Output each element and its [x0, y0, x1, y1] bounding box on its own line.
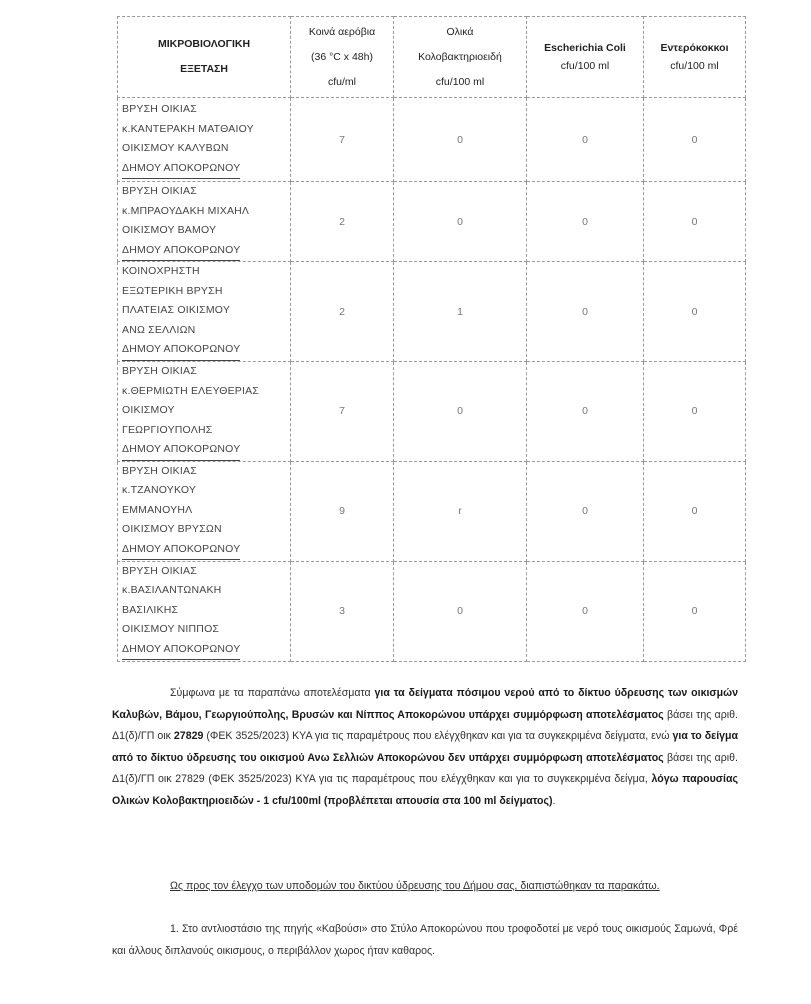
table-header-row	[118, 17, 746, 98]
location-line: ΟΙΚΙΣΜΟΥ ΒΡΥΣΩΝ	[122, 523, 222, 536]
value-olika: 0	[394, 561, 527, 661]
sample-location	[118, 362, 291, 462]
location-line: ΑΝΩ ΣΕΛΛΙΩΝ	[122, 323, 196, 336]
header-aerobia: Κοινά αερόβια (36 °C x 48h) cfu/ml	[291, 17, 394, 98]
sample-location	[118, 262, 291, 362]
value-ecoli: 0	[527, 262, 644, 362]
header-ecoli: Escherichia Coli cfu/100 ml	[527, 17, 644, 98]
sample-location	[118, 182, 291, 262]
value-aerobia: 2	[291, 262, 394, 362]
location-line: ΒΡΥΣΗ ΟΙΚΙΑΣ	[122, 564, 197, 577]
location-line: ΔΗΜΟΥ ΑΠΟΚΟΡΩΝΟΥ	[122, 340, 240, 361]
location-line: ΟΙΚΙΣΜΟΥ ΒΑΜΟΥ	[122, 224, 217, 236]
sample-location	[118, 98, 291, 182]
table-row	[118, 262, 746, 362]
location-line: κ.ΚΑΝΤΕΡΑΚΗ ΜΑΤΘΑΙΟΥ	[122, 122, 254, 135]
location-line: ΒΡΥΣΗ ΟΙΚΙΑΣ	[122, 103, 197, 115]
location-line: ΠΛΑΤΕΙΑΣ ΟΙΚΙΣΜΟΥ	[122, 304, 231, 317]
value-enterokokkoi: 0	[644, 362, 746, 462]
location-line: κ.ΜΠΡΑΟΥΔΑΚΗ ΜΙΧΑΗΛ	[122, 204, 250, 217]
location-line: ΟΙΚΙΣΜΟΥ ΚΑΛΥΒΩΝ	[122, 142, 229, 154]
value-enterokokkoi: 0	[644, 461, 746, 561]
value-aerobia: 9	[291, 461, 394, 561]
value-enterokokkoi: 0	[644, 98, 746, 182]
value-ecoli: 0	[527, 98, 644, 182]
infrastructure-heading: Ως προς τον έλεγχο των υποδομών του δικτύου ύδρευσης του Δήμου σας, διαπιστώθηκαν τα παρακάτω.	[170, 880, 660, 892]
value-olika: r	[394, 461, 527, 561]
header-exam: ΜΙΚΡΟΒΙΟΛΟΓΙΚΗ ΕΞΕΤΑΣΗ	[118, 17, 291, 98]
value-olika: 0	[394, 362, 527, 462]
location-line: κ.ΒΑΣΙΛΑΝΤΩΝΑΚΗ	[122, 584, 222, 597]
table-row	[118, 561, 746, 661]
infrastructure-item-1: 1. Στο αντλιοστάσιο της πηγής «Καβούσι» στο Στύλο Αποκορώνου που τροφοδοτεί με νερό τους οικισμούς Σαμωνά, Φρέ και άλλους διπλανούς οικισμους, ο περιβάλλον χωρος ήταν καθαρος.	[112, 923, 738, 957]
value-ecoli: 0	[527, 182, 644, 262]
location-line: ΔΗΜΟΥ ΑΠΟΚΟΡΩΝΟΥ	[122, 540, 240, 561]
header-olika: Ολικά Κολοβακτηριοειδή cfu/100 ml	[394, 17, 527, 98]
value-enterokokkoi: 0	[644, 182, 746, 262]
value-aerobia: 3	[291, 561, 394, 661]
location-line: κ.ΤΖΑΝΟΥΚΟΥ	[122, 484, 197, 497]
value-aerobia: 7	[291, 362, 394, 462]
location-line: ΚΟΙΝΟΧΡΗΣΤΗ	[122, 265, 200, 278]
value-aerobia: 7	[291, 98, 394, 182]
table-row	[118, 461, 746, 561]
location-line: ΒΡΥΣΗ ΟΙΚΙΑΣ	[122, 365, 197, 377]
location-line: ΕΜΜΑΝΟΥΗΛ	[122, 503, 193, 516]
location-line: ΟΙΚΙΣΜΟΥ ΝΙΠΠΟΣ	[122, 623, 220, 636]
table-row	[118, 182, 746, 262]
value-ecoli: 0	[527, 362, 644, 462]
location-line: ΔΗΜΟΥ ΑΠΟΚΟΡΩΝΟΥ	[122, 440, 240, 461]
location-line: ΒΑΣΙΛΙΚΗΣ	[122, 603, 179, 616]
sample-location	[118, 561, 291, 661]
location-line: ΔΗΜΟΥ ΑΠΟΚΟΡΩΝΟΥ	[122, 241, 240, 262]
location-line: ΔΗΜΟΥ ΑΠΟΚΟΡΩΝΟΥ	[122, 640, 240, 661]
value-ecoli: 0	[527, 461, 644, 561]
location-line: ΔΗΜΟΥ ΑΠΟΚΟΡΩΝΟΥ	[122, 159, 240, 180]
location-line: ΟΙΚΙΣΜΟΥ	[122, 404, 175, 416]
location-line: ΒΡΥΣΗ ΟΙΚΙΑΣ	[122, 464, 197, 477]
results-paragraph: Σύμφωνα με τα παραπάνω αποτελέσματα για τα δείγματα πόσιμου νερού από το δίκτυο ύδρευσης των οικισμών Καλυβών, Βάμου, Γεωργιούπολης, Βρυσών και Νίππος Αποκορώνου υπάρχει συμμόρφωση αποτελέσματος βάσει της αριθ. Δ1(δ)/ΓΠ οικ 27829 (ΦΕΚ 3525/2023) ΚΥΑ για τις παραμέτρους που ελέγχθηκαν και για τα συγκεκριμένα δείγματα, ενώ για το δείγμα από το δίκτυο ύδρευσης του οικισμού Ανω Σελλιών Αποκορώνου δεν υπάρχει συμμόρφωση αποτελέσματος βάσει της αριθ. Δ1(δ)/ΓΠ οικ 27829 (ΦΕΚ 3525/2023) ΚΥΑ για τις παραμέτρους που ελέγχθηκαν και για το συγκεκριμένα δείγμα, λόγω παρουσίας Ολικών Κολοβακτηριοειδών - 1 cfu/100ml (προβλέπεται απουσία στα 100 ml δείγματος).	[112, 687, 739, 807]
header-enterokokkoi: Εντερόκοκκοι cfu/100 ml	[644, 17, 746, 98]
location-line: ΕΞΩΤΕΡΙΚΗ ΒΡΥΣΗ	[122, 284, 223, 297]
sample-location	[118, 461, 291, 561]
table-row	[118, 362, 746, 462]
table-row	[118, 98, 746, 182]
value-enterokokkoi: 0	[644, 262, 746, 362]
value-olika: 0	[394, 98, 527, 182]
location-line: ΒΡΥΣΗ ΟΙΚΙΑΣ	[122, 185, 197, 197]
value-aerobia: 2	[291, 182, 394, 262]
microbiology-results-table	[117, 16, 746, 662]
value-enterokokkoi: 0	[644, 561, 746, 661]
location-line: ΓΕΩΡΓΙΟΥΠΟΛΗΣ	[122, 423, 213, 436]
location-line: κ.ΘΕΡΜΙΩΤΗ ΕΛΕΥΘΕΡΙΑΣ	[122, 384, 259, 397]
value-olika: 0	[394, 182, 527, 262]
value-olika: 1	[394, 262, 527, 362]
value-ecoli: 0	[527, 561, 644, 661]
